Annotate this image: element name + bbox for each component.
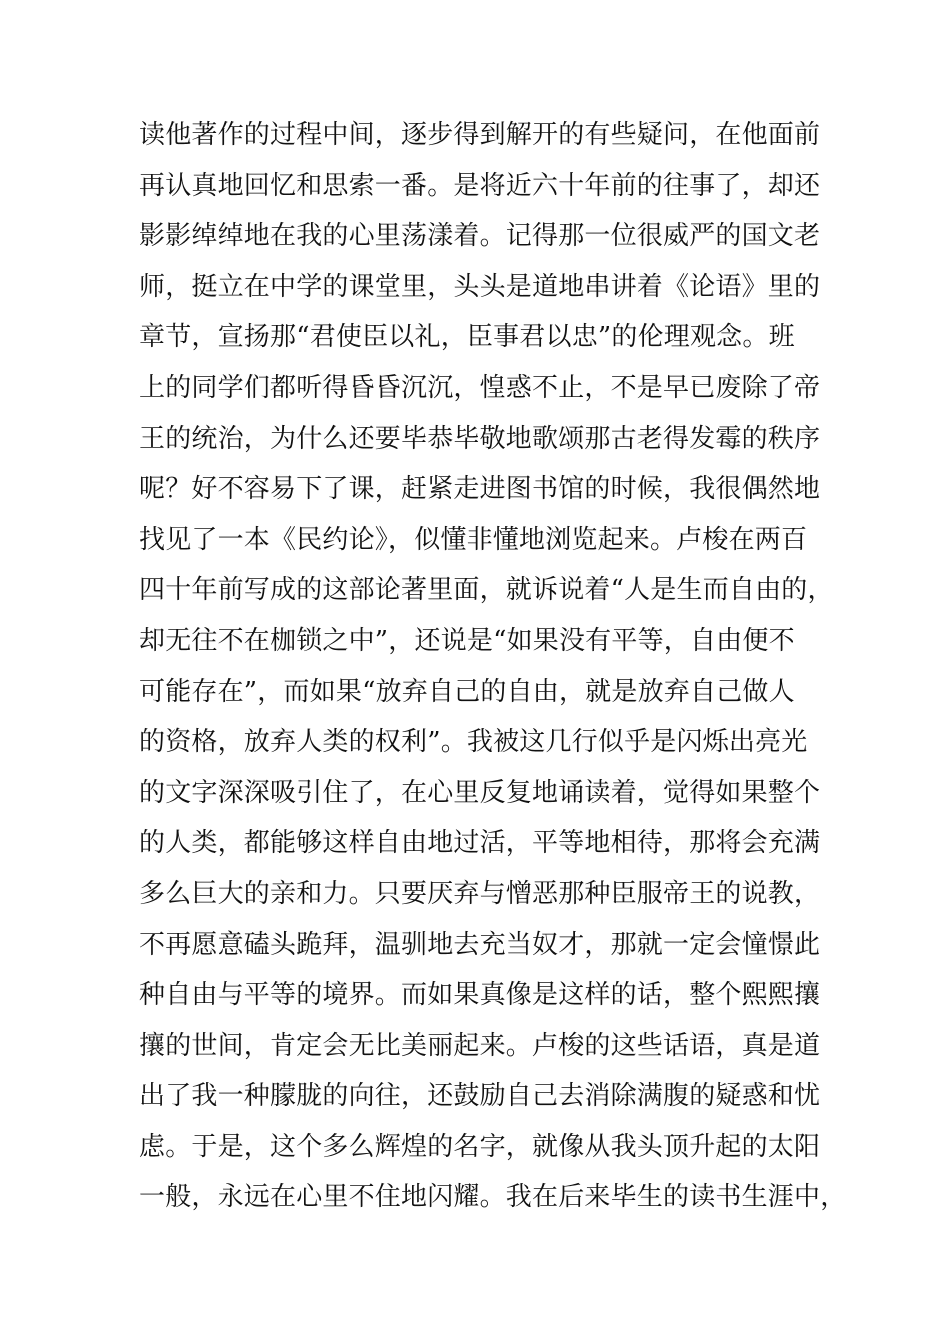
body-text — [139, 110, 847, 1223]
text-line: 种自由与平等的境界。而如果真像是这样的话，整个熙熙攘 — [139, 980, 821, 1011]
text-line: 攘的世间，肯定会无比美丽起来。卢梭的这些话语，真是道 — [139, 1030, 821, 1061]
text-line: 上的同学们都听得昏昏沉沉，惶惑不止，不是早已废除了帝 — [139, 372, 821, 403]
text-line: 师，挺立在中学的课堂里，头头是道地串讲着《论语》里的 — [139, 271, 821, 302]
text-line: 再认真地回忆和思索一番。是将近六十年前的往事了，却还 — [139, 170, 821, 201]
text-line: 读他著作的过程中间，逐步得到解开的有些疑问，在他面前 — [139, 120, 821, 150]
text-line: 的资格，放弃人类的权利”。我被这几行似乎是闪烁出亮光 — [139, 727, 808, 758]
text-line: 找见了一本《民约论》，似懂非懂地浏览起来。卢梭在两百 — [139, 524, 808, 555]
text-line: 多么巨大的亲和力。只要厌弃与憎恶那种臣服帝王的说教， — [139, 878, 821, 909]
text-line: 影影绰绰地在我的心里荡漾着。记得那一位很威严的国文老 — [139, 221, 821, 252]
text-line: 虑。于是，这个多么辉煌的名字，就像从我头顶升起的太阳 — [139, 1131, 821, 1162]
text-line: 的人类，都能够这样自由地过活，平等地相待，那将会充满 — [139, 828, 821, 859]
text-line: 的文字深深吸引住了，在心里反复地诵读着，觉得如果整个 — [139, 777, 821, 808]
text-line: 四十年前写成的这部论著里面，就诉说着“人是生而自由的， — [139, 575, 834, 606]
text-line: 章节，宣扬那“君使臣以礼，臣事君以忠”的伦理观念。班 — [139, 322, 795, 353]
text-line: 呢？好不容易下了课，赶紧走进图书馆的时候，我很偶然地 — [139, 474, 821, 505]
text-line: 却无往不在枷锁之中”，还说是“如果没有平等，自由便不 — [139, 625, 795, 656]
text-line: 不再愿意磕头跪拜，温驯地去充当奴才，那就一定会憧憬此 — [139, 929, 821, 960]
text-line: 可能存在”，而如果“放弃自己的自由，就是放弃自己做人 — [139, 676, 795, 707]
text-line: 一般，永远在心里不住地闪耀。我在后来毕生的读书生涯中， — [139, 1182, 847, 1213]
text-line: 出了我一种朦胧的向往，还鼓励自己去消除满腹的疑惑和忧 — [139, 1081, 821, 1112]
text-line: 王的统治，为什么还要毕恭毕敬地歌颂那古老得发霉的秩序 — [139, 423, 821, 454]
